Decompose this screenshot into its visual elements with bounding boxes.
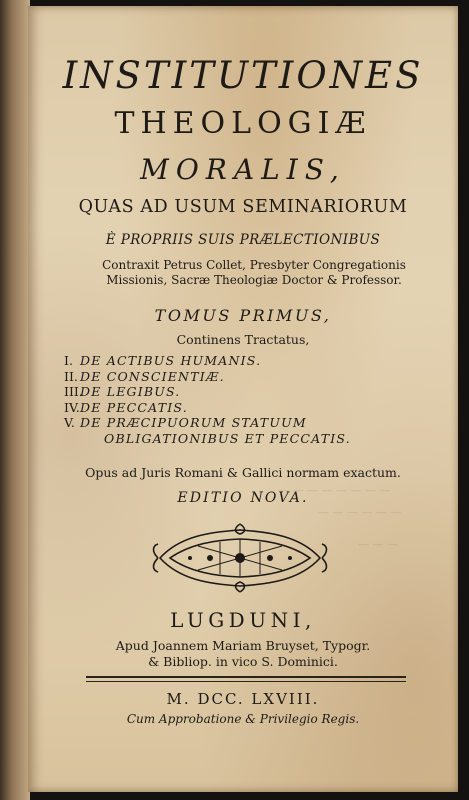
printer-line-2: & Bibliop. in vico S. Dominici. xyxy=(148,654,338,669)
subtitle-line-1: QUAS AD USUM SEMINARIORUM xyxy=(78,197,408,217)
tractatus-item xyxy=(64,369,454,385)
approbation-line: Cum Approbatione & Privilegio Regis. xyxy=(126,712,360,726)
edition-label: EDITIO NOVA. xyxy=(177,490,309,506)
fleuron-ornament-icon xyxy=(150,522,330,594)
printer-statement xyxy=(28,638,458,670)
volume-label: TOMUS PRIMUS, xyxy=(154,306,332,325)
title-line-3: MORALIS, xyxy=(140,153,346,186)
tractatus-title: DE LEGIBUS. xyxy=(80,384,181,399)
show-through-text: — — — — — — xyxy=(318,506,402,519)
double-rule-thin xyxy=(86,681,406,682)
show-through-text: — — — — — — — — xyxy=(278,484,391,497)
tractatus-list xyxy=(64,353,454,446)
tractatus-title: DE PRÆCIPUORUM STATUUM xyxy=(80,415,307,430)
tractatus-number: III. xyxy=(64,384,83,399)
imprint-year: M. DCC. LXVIII. xyxy=(166,690,320,708)
title-page xyxy=(28,6,458,792)
tractatus-title: DE CONSCIENTIÆ. xyxy=(80,368,225,384)
title-line-1: INSTITUTIONES xyxy=(62,54,424,97)
tractatus-number: II. xyxy=(64,368,78,384)
tractatus-item xyxy=(64,384,454,400)
previous-page-edge xyxy=(0,0,30,800)
tractatus-number: IV. xyxy=(64,399,80,415)
tractatus-continuation: OBLIGATIONIBUS ET PECCATIS. xyxy=(104,430,351,446)
subtitle-line-2: È PROPRIIS SUIS PRÆLECTIONIBUS xyxy=(105,232,381,248)
title-line-2: THEOLOGIÆ xyxy=(114,106,372,141)
author-line-2: Missionis, Sacræ Theologiæ Doctor & Professor. xyxy=(106,273,402,287)
show-through-text: — — — xyxy=(358,538,398,551)
tractatus-number: V. xyxy=(64,415,75,430)
tractatus-item xyxy=(64,415,454,431)
author-line-1: Contraxit Petrus Collet, Presbyter Congregationis xyxy=(102,258,406,272)
tractatus-item xyxy=(64,353,454,369)
tractatus-item xyxy=(64,400,454,416)
double-rule xyxy=(86,676,406,678)
tractatus-number: I. xyxy=(64,353,73,368)
tractatus-title: DE ACTIBUS HUMANIS. xyxy=(80,353,262,368)
opus-statement: Opus ad Juris Romani & Gallici normam exactum. xyxy=(85,465,401,480)
printer-line-1: Apud Joannem Mariam Bruyset, Typogr. xyxy=(115,638,371,653)
author-statement xyxy=(64,258,444,288)
imprint-place: LUGDUNI, xyxy=(170,608,316,632)
tractatus-title: DE PECCATIS. xyxy=(80,399,188,415)
contents-heading: Continens Tractatus, xyxy=(176,332,310,347)
